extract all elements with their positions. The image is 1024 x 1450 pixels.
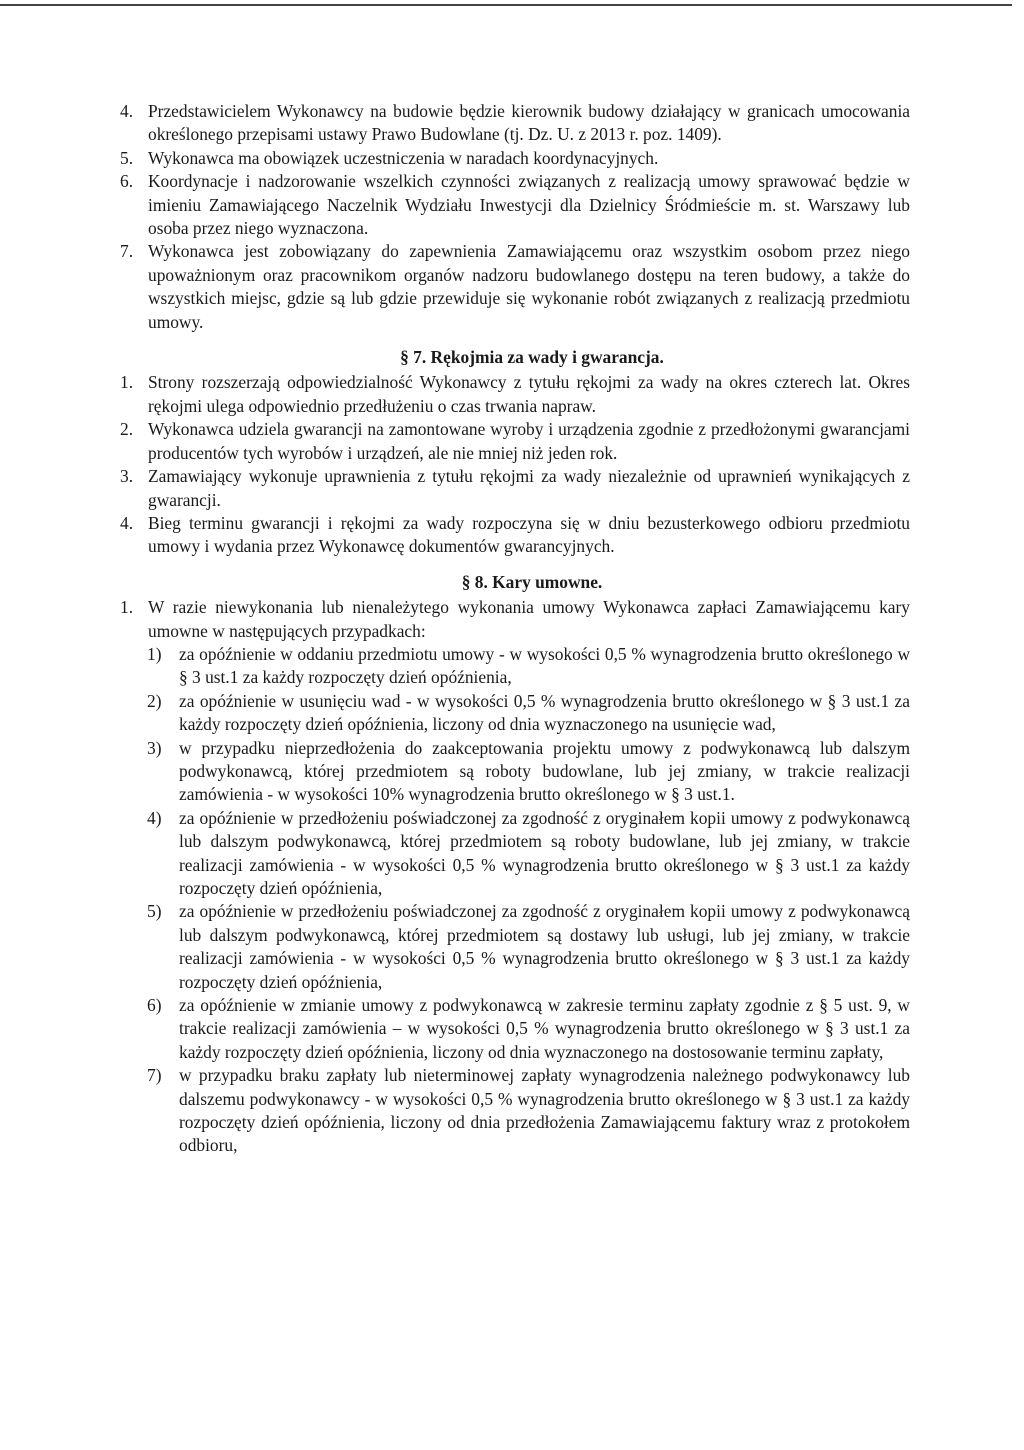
item-text: Zamawiający wykonuje uprawnienia z tytułu rękojmi za wady niezależnie od uprawnień wynikających z gwarancji. bbox=[148, 466, 910, 510]
sub-item-number: 6) bbox=[147, 995, 162, 1016]
sub-item-number: 2) bbox=[147, 690, 162, 711]
sub-item-number: 3) bbox=[147, 737, 162, 758]
sub-list-item bbox=[0, 1064, 1024, 1158]
item-text: W razie niewykonania lub nienależytego wykonania umowy Wykonawca zapłaci Zamawiającemu kary umowne w następujących przypadkach: bbox=[148, 597, 910, 641]
sub-item-number: 1) bbox=[147, 643, 162, 664]
sub-list-item bbox=[0, 690, 1024, 737]
list-item bbox=[0, 418, 1024, 465]
list-item bbox=[0, 100, 1024, 147]
item-text: Wykonawca jest zobowiązany do zapewnienia Zamawiającemu oraz wszystkim osobom przez niego upoważnionym oraz pracownikom organów nadzoru budowlanego dostępu na teren budowy, a także do wszystkich miejsc, gdzie są lub gdzie przewiduje się wykonanie robót związanych z realizacją przedmiotu umowy. bbox=[148, 241, 910, 332]
item-number: 1. bbox=[120, 372, 134, 393]
list-item bbox=[0, 465, 1024, 512]
item-number: 7. bbox=[120, 241, 134, 262]
item-number: 2. bbox=[120, 419, 134, 440]
item-text: Strony rozszerzają odpowiedzialność Wykonawcy z tytułu rękojmi za wady na okres czterech lat. Okres rękojmi ulega odpowiednio przedłużeniu o czas trwania napraw. bbox=[148, 372, 910, 416]
list-item bbox=[0, 170, 1024, 240]
list-item bbox=[0, 240, 1024, 334]
sub-item-text: za opóźnienie w zmianie umowy z podwykonawcą w zakresie terminu zapłaty zgodnie z § 5 ust. 9, w trakcie realizacji zamówienia – w wysokości 0,5 % wynagrodzenia brutto określonego w § 3 ust.1 za każdy rozpoczęty dzień opóźnienia, liczony od dnia wyznaczonego na dostosowanie terminu zapłaty, bbox=[179, 995, 910, 1062]
document-page bbox=[0, 100, 1024, 1158]
section-heading-7: § 7. Rękojmia za wady i gwarancja. bbox=[400, 347, 664, 368]
section-heading-8: § 8. Kary umowne. bbox=[461, 571, 603, 592]
sub-list-item bbox=[0, 737, 1024, 807]
item-number: 1. bbox=[120, 597, 134, 618]
sub-item-number: 7) bbox=[147, 1065, 162, 1086]
sub-item-text: w przypadku nieprzedłożenia do zaakceptowania projektu umowy z podwykonawcą lub dalszym podwykonawcą, której przedmiotem są roboty budowlane, lub jej zmiany, w trakcie realizacji zamówienia - w wysokości 10% wynagrodzenia brutto określonego w § 3 ust.1. bbox=[179, 737, 910, 805]
item-number: 4. bbox=[120, 512, 134, 533]
item-number: 4. bbox=[120, 101, 134, 121]
sub-item-text: za opóźnienie w usunięciu wad - w wysokości 0,5 % wynagrodzenia brutto określonego w § 3 ust.1 za każdy rozpoczęty dzień opóźnienia, liczony od dnia wyznaczonego na usunięcie wad, bbox=[179, 690, 910, 735]
item-text: Przedstawicielem Wykonawcy na budowie będzie kierownik budowy działający w granicach umocowania określonego przepisami ustawy Prawo Budowlane (tj. Dz. U. z 2013 r. poz. 1409). bbox=[148, 101, 910, 145]
sub-item-number: 5) bbox=[147, 901, 162, 922]
sub-item-text: za opóźnienie w przedłożeniu poświadczonej za zgodność z oryginałem kopii umowy z podwykonawcą lub dalszym podwykonawcą, której przedmiotem są roboty budowlane, lub jej zmiany, w trakcie realizacji zamówienia - w wysokości 0,5 % wynagrodzenia brutto określonego w § 3 ust.1 za każdy rozpoczęty dzień opóźnienia, bbox=[179, 807, 910, 898]
item-text: Wykonawca udziela gwarancji na zamontowane wyroby i urządzenia zgodnie z przedłożonymi gwarancjami producentów tych wyrobów i urządzeń, ale nie mniej niż jeden rok. bbox=[148, 419, 910, 463]
sub-item-number: 4) bbox=[147, 807, 162, 828]
sub-list-item bbox=[0, 807, 1024, 901]
sub-list-item bbox=[0, 994, 1024, 1064]
sub-item-text: za opóźnienie w przedłożeniu poświadczonej za zgodność z oryginałem kopii umowy z podwykonawcą lub dalszym podwykonawcą, której przedmiotem są dostawy lub usługi, lub jej zmiany, w trakcie realizacji zamówienia - w wysokości 0,5 % wynagrodzenia brutto określonego w § 3 ust.1 za każdy rozpoczęty dzień opóźnienia, bbox=[179, 901, 910, 992]
item-number: 3. bbox=[120, 466, 134, 487]
item-text: Bieg terminu gwarancji i rękojmi za wady rozpoczyna się w dniu bezusterkowego odbioru przedmiotu umowy i wydania przez Wykonawcę dokumentów gwarancyjnych. bbox=[148, 512, 910, 557]
item-text: Koordynacje i nadzorowanie wszelkich czynności związanych z realizacją umowy sprawować będzie w imieniu Zamawiającego Naczelnik Wydziału Inwestycji dla Dzielnicy Śródmieście m. st. Warszawy lub osoba przez niego wyznaczona. bbox=[148, 171, 910, 239]
sub-list-item bbox=[0, 643, 1024, 690]
sub-list-item bbox=[0, 900, 1024, 994]
list-item bbox=[0, 371, 1024, 418]
top-border-line bbox=[0, 4, 1012, 6]
list-item bbox=[0, 147, 1024, 170]
item-text: Wykonawca ma obowiązek uczestniczenia w naradach koordynacyjnych. bbox=[148, 147, 659, 168]
list-item bbox=[0, 512, 1024, 559]
sub-item-text: za opóźnienie w oddaniu przedmiotu umowy - w wysokości 0,5 % wynagrodzenia brutto określonego w § 3 ust.1 za każdy rozpoczęty dzień opóźnienia, bbox=[179, 643, 910, 688]
sub-item-text: w przypadku braku zapłaty lub nieterminowej zapłaty wynagrodzenia należnego podwykonawcy lub dalszemu podwykonawcy - w wysokości 0,5 % wynagrodzenia brutto określonego w § 3 ust.1 za każdy rozpoczęty dzień opóźnienia, liczony od dnia przedłożenia Zamawiającemu faktury wraz z protokołem odbioru, bbox=[179, 1065, 910, 1156]
item-number: 6. bbox=[120, 171, 134, 192]
list-item bbox=[0, 596, 1024, 643]
item-number: 5. bbox=[120, 147, 134, 168]
